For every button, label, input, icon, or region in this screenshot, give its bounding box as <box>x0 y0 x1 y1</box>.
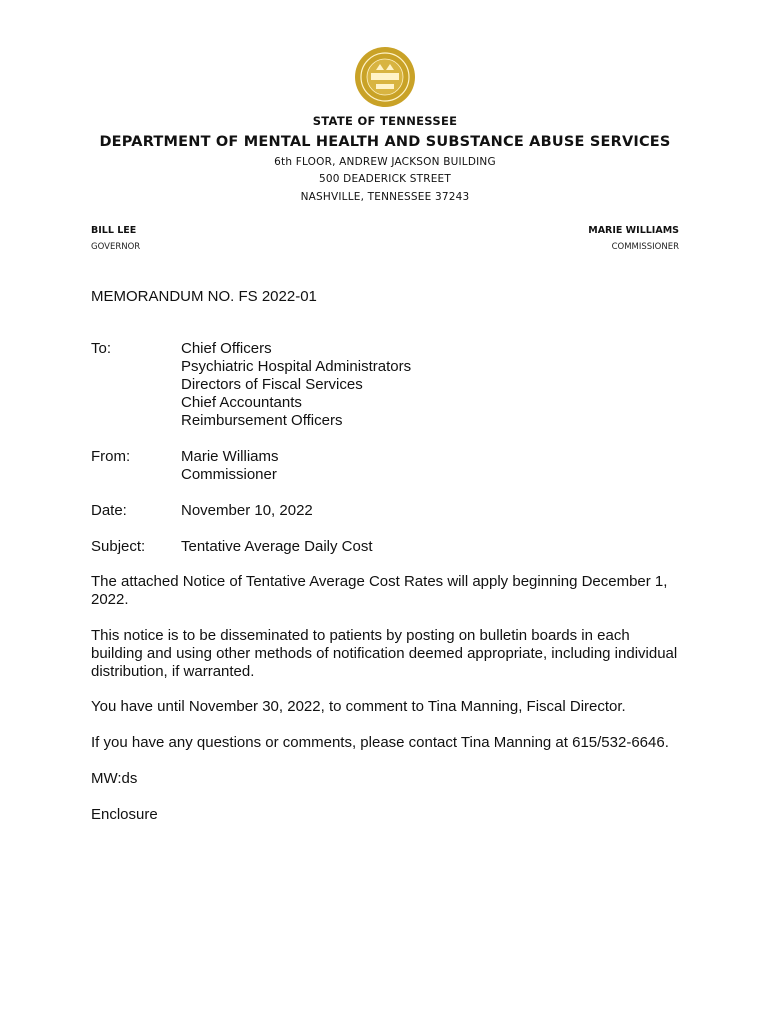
commissioner-block <box>588 225 679 252</box>
from-label: From: <box>91 448 131 465</box>
department-name: DEPARTMENT OF MENTAL HEALTH AND SUBSTANCE ABUSE SERVICES <box>99 134 671 150</box>
governor-block <box>91 225 140 252</box>
recipient: Reimbursement Officers <box>181 412 343 429</box>
governor-name: BILL LEE <box>91 225 137 236</box>
recipient: Chief Officers <box>181 340 272 357</box>
governor-title: GOVERNOR <box>91 242 141 252</box>
sender-title: Commissioner <box>181 466 277 483</box>
recipient: Psychiatric Hospital Administrators <box>181 358 412 375</box>
recipient: Directors of Fiscal Services <box>181 376 363 393</box>
date-value: November 10, 2022 <box>181 502 313 519</box>
body-paragraph-4: If you have any questions or comments, please contact Tina Manning at 615/532-6646. <box>91 734 669 751</box>
initials: MW:ds <box>91 770 138 787</box>
address-line-3: NASHVILLE, TENNESSEE 37243 <box>300 191 470 203</box>
sender-name: Marie Williams <box>181 448 279 465</box>
body-paragraph-2: This notice is to be disseminated to patients by posting on bulletin boards in each building and using other methods of notification deemed appropriate, including individual distribution, if warranted. <box>91 627 678 680</box>
recipient: Chief Accountants <box>181 394 302 411</box>
body-paragraph-1: The attached Notice of Tentative Average Cost Rates will apply beginning December 1, 2022. <box>91 573 668 608</box>
to-label: To: <box>91 340 112 357</box>
memo-number: MEMORANDUM NO. FS 2022-01 <box>91 288 317 305</box>
commissioner-title: COMMISSIONER <box>611 242 679 252</box>
from-sender <box>181 448 681 484</box>
address-line-1: 6th FLOOR, ANDREW JACKSON BUILDING <box>274 156 496 168</box>
body-paragraph-3: You have until November 30, 2022, to comment to Tina Manning, Fiscal Director. <box>91 698 626 715</box>
commissioner-name: MARIE WILLIAMS <box>588 225 679 236</box>
state-seal-icon <box>354 46 416 108</box>
date-label: Date: <box>91 502 127 519</box>
subject-value: Tentative Average Daily Cost <box>181 538 373 555</box>
address-line-2: 500 DEADERICK STREET <box>318 173 451 185</box>
subject-label: Subject: <box>91 538 146 555</box>
enclosure: Enclosure <box>91 806 158 823</box>
to-recipients <box>181 340 681 430</box>
state-name: STATE OF TENNESSEE <box>312 114 458 128</box>
